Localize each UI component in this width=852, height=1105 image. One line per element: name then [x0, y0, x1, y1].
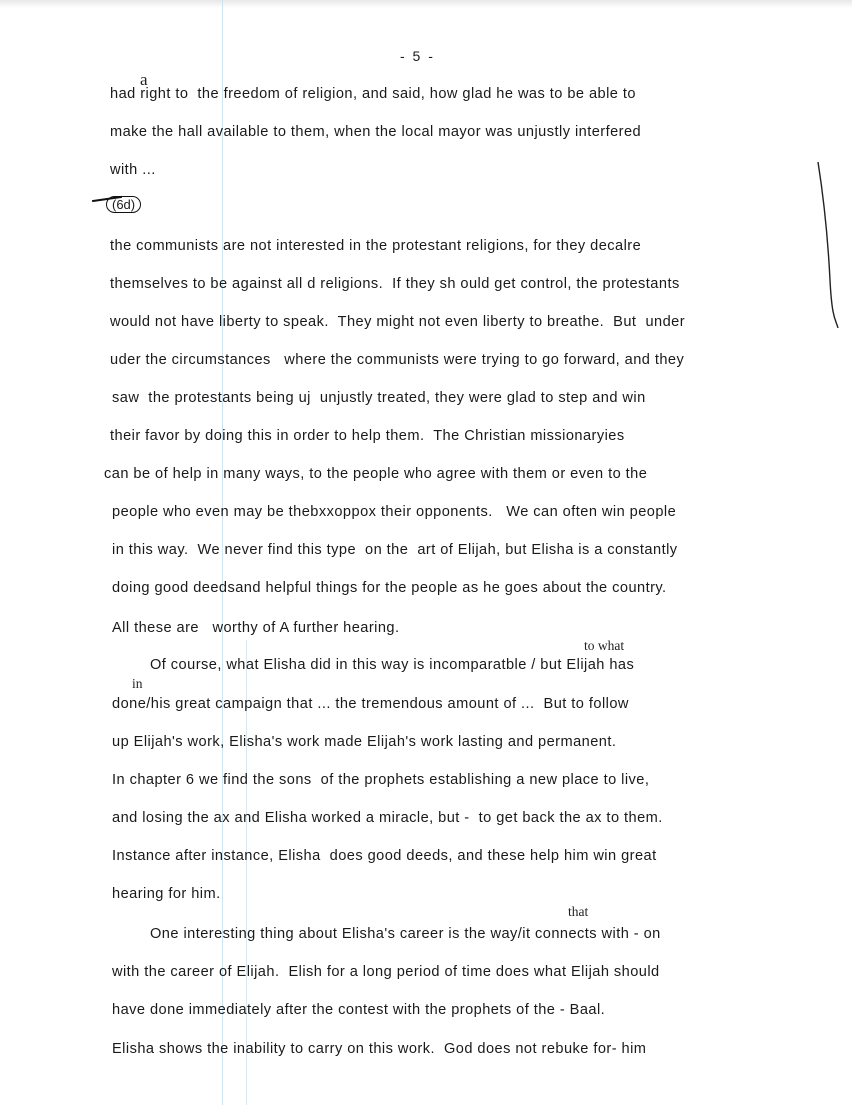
text-line: done/his great campaign that ... the tremendous amount of ... But to follow — [112, 696, 629, 712]
text-line: saw the protestants being uj unjustly treated, they were glad to step and win — [112, 390, 646, 406]
text-line: would not have liberty to speak. They might not even liberty to breathe. But under — [110, 314, 686, 330]
page-edge-shadow — [0, 0, 852, 8]
text-line: their favor by doing this in order to help them. The Christian missionaryies — [110, 428, 625, 444]
page-number: - 5 - — [400, 48, 435, 64]
text-line: with ... — [110, 162, 156, 178]
text-line: in this way. We never find this type on the art of Elijah, but Elisha is a constantly — [112, 542, 678, 558]
text-line: hearing for him. — [112, 886, 221, 902]
text-line: One interesting thing about Elisha's career is the way/it connects with - on — [150, 926, 661, 942]
text-line: and losing the ax and Elisha worked a miracle, but - to get back the ax to them. — [112, 810, 663, 826]
handwritten-insert-that: that — [568, 904, 589, 919]
text-line: doing good deedsand helpful things for the people as he goes about the country. — [112, 580, 667, 596]
text-line: Of course, what Elisha did in this way is incomparatble / but Elijah has — [150, 657, 635, 673]
handwritten-insert-a: a — [140, 70, 148, 89]
text-line: themselves to be against all d religions. If they sh ould get control, the protestants — [110, 276, 680, 292]
text-line: have done immediately after the contest with the prophets of the - Baal. — [112, 1002, 606, 1018]
text-line: with the career of Elijah. Elish for a long period of time does what Elijah should — [112, 964, 660, 980]
text-line: people who even may be thebxxoppox their opponents. We can often win people — [112, 504, 677, 520]
text-line: can be of help in many ways, to the people who agree with them or even to the — [104, 466, 648, 482]
text-line: uder the circumstances where the communists were trying to go forward, and they — [110, 352, 685, 368]
circled-section-label: (6d) — [106, 196, 141, 213]
margin-bracket-line — [816, 160, 840, 330]
text-line: had right to the freedom of religion, and said, how glad he was to be able to — [110, 86, 636, 102]
handwritten-insert-in: in — [132, 676, 143, 691]
handwritten-insert-to-what: to what — [584, 638, 625, 653]
text-line: All these are worthy of A further hearing. — [112, 620, 400, 636]
text-line: up Elijah's work, Elisha's work made Elijah's work lasting and permanent. — [112, 734, 617, 750]
text-line: make the hall available to them, when the local mayor was unjustly interfered — [110, 124, 642, 140]
text-line: Instance after instance, Elisha does good deeds, and these help him win great — [112, 848, 657, 864]
text-line: Elisha shows the inability to carry on this work. God does not rebuke for- him — [112, 1041, 647, 1057]
text-line: the communists are not interested in the protestant religions, for they decalre — [110, 238, 642, 254]
margin-section-mark — [92, 196, 141, 213]
text-line: In chapter 6 we find the sons of the prophets establishing a new place to live, — [112, 772, 650, 788]
